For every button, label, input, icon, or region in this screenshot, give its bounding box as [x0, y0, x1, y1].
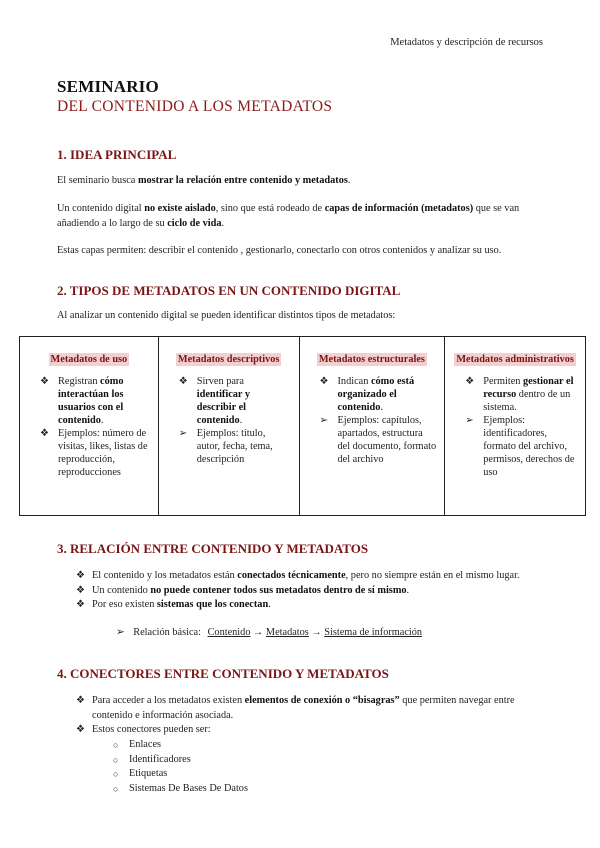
list-item: ○ Sistemas De Bases De Datos [113, 782, 248, 797]
section-4-list [76, 694, 536, 738]
column-metadatos-administrativos [445, 337, 585, 515]
relation-line: ➢ Relación básica: Contenido → Metadatos → Sistema de información [116, 627, 423, 638]
section-1-heading: 1. IDEA PRINCIPAL [57, 147, 177, 162]
arrow-icon: → [311, 627, 322, 638]
list-item: ❖ Sirven para identificar y describir el contenido. [178, 376, 251, 426]
column-title: Metadatos descriptivos [177, 354, 280, 365]
diamond-bullet-icon: ❖ [76, 584, 85, 596]
diamond-bullet-icon: ❖ [76, 724, 85, 735]
column-metadatos-uso [20, 337, 159, 515]
diamond-bullet-icon: ❖ [76, 570, 85, 581]
circle-bullet-icon: ○ [113, 754, 119, 765]
connectors-list [113, 738, 248, 796]
list-item: ➢ Ejemplos: identificadores, formato del archivo, permisos, derechos de uso [465, 415, 575, 478]
diamond-bullet-icon: ❖ [40, 428, 49, 439]
diamond-bullet-icon: ❖ [40, 376, 49, 387]
column-metadatos-estructurales [300, 337, 446, 515]
section-1-paragraph-1: El seminario busca mostrar la relación entre contenido y metadatos. [57, 175, 351, 186]
diamond-bullet-icon: ❖ [465, 376, 475, 387]
list-item: ❖ Estos conectores pueden ser: [76, 723, 536, 738]
page-subtitle: DEL CONTENIDO A LOS METADATOS [57, 98, 333, 115]
arrow-bullet-icon: ➢ [116, 627, 125, 638]
diamond-bullet-icon: ❖ [178, 376, 188, 387]
section-1-paragraph-3: Estas capas permiten: describir el contenido , gestionarlo, conectarlo con otros contenidos y analizar su uso. [57, 245, 502, 256]
circle-bullet-icon: ○ [113, 740, 119, 750]
list-item: ○ Enlaces [113, 738, 248, 753]
page-title: SEMINARIO [57, 77, 159, 96]
list-item: ❖ Permiten gestionar el recurso dentro de un sistema. [465, 376, 574, 413]
section-2-intro: Al analizar un contenido digital se pueden identificar distintos tipos de metadatos: [57, 310, 396, 321]
list-item: ❖ Un contenido no puede contener todos sus metadatos dentro de sí mismo. [76, 584, 536, 599]
list-item: ❖ Registran cómo interactúan los usuarios con el contenido. [40, 376, 124, 426]
column-title: Metadatos estructurales [318, 354, 425, 365]
arrow-bullet-icon: ➢ [465, 415, 474, 426]
circle-bullet-icon: ○ [113, 783, 119, 794]
diamond-bullet-icon: ❖ [76, 695, 85, 706]
section-3-list [76, 569, 536, 613]
list-item: ❖ El contenido y los metadatos están conectados técnicamente, pero no siempre están en el mismo lugar. [76, 569, 536, 584]
column-title: Metadatos de uso [50, 354, 128, 365]
column-metadatos-descriptivos [159, 337, 300, 515]
list-item: ❖ Por eso existen sistemas que los conectan. [76, 598, 536, 613]
circle-bullet-icon: ○ [113, 769, 119, 779]
list-item: ❖ Para acceder a los metadatos existen elementos de conexión o “bisagras” que permiten navegar entre contenido e información asociada. [76, 695, 515, 721]
diamond-bullet-icon: ❖ [319, 376, 329, 387]
list-item: ❖ Indican cómo está organizado el contenido. [319, 376, 415, 413]
list-item: ○ Identificadores [113, 753, 248, 768]
arrow-bullet-icon: ➢ [178, 428, 188, 439]
arrow-icon: → [253, 627, 264, 638]
metadata-types-table [19, 336, 586, 516]
list-item: ❖ Ejemplos: número de visitas, likes, listas de reproducción, reproducciones [40, 428, 148, 478]
section-4-heading: 4. CONECTORES ENTRE CONTENIDO Y METADATOS [57, 666, 389, 681]
section-2-heading: 2. TIPOS DE METADATOS EN UN CONTENIDO DIGITAL [57, 283, 401, 298]
arrow-bullet-icon: ➢ [319, 415, 328, 426]
list-item: ➢ Ejemplos: capítulos, apartados, estructura del documento, formato del archivo [319, 415, 437, 465]
running-header: Metadatos y descripción de recursos [390, 37, 543, 48]
list-item: ➢ Ejemplos: título, autor, fecha, tema, descripción [178, 428, 273, 465]
section-3-heading: 3. RELACIÓN ENTRE CONTENIDO Y METADATOS [57, 541, 369, 556]
list-item: ○ Etiquetas [113, 767, 248, 782]
section-1-paragraph-2: Un contenido digital no existe aislado, sino que está rodeado de capas de información (metadatos) que se van añadiendo a lo largo de su ciclo de vida. [57, 203, 520, 229]
column-title: Metadatos administrativos [456, 354, 574, 365]
diamond-bullet-icon: ❖ [76, 599, 85, 610]
